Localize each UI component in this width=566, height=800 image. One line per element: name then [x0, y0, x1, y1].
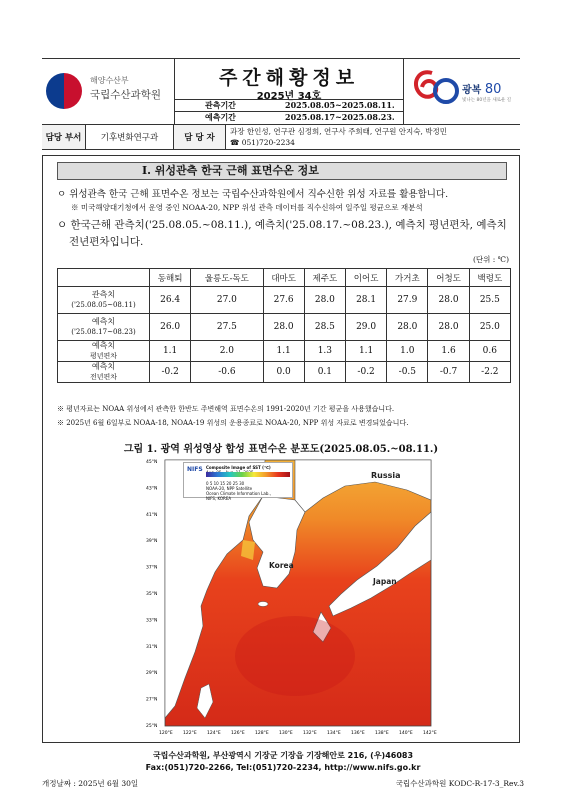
table-cell: 28.0	[263, 314, 304, 341]
row-label-main: 관측치	[91, 290, 116, 299]
table-header-row	[58, 269, 511, 287]
longitude-labels	[159, 730, 437, 736]
table-cell: 2.0	[191, 341, 263, 362]
table-cell: 25.5	[469, 287, 510, 314]
person-label: 담 당 자	[174, 125, 226, 149]
table-row	[58, 362, 511, 383]
table-cell: 1.1	[345, 341, 386, 362]
table-cell: 1.6	[428, 341, 469, 362]
lon-tick-label: 138°E	[375, 731, 389, 736]
footer-line-2: Fax:(051)720-2266, Tel:(051)720-2234, http://www.nifs.go.kr	[145, 763, 421, 772]
liberation-80-logo	[410, 67, 520, 117]
figure-caption: 그림 1. 광역 위성영상 합성 표면수온 분포도(2025.08.05.~08.11.)	[123, 444, 439, 455]
main-content	[42, 155, 520, 743]
sst-map-svg	[145, 456, 435, 738]
table-cell: -2.2	[469, 362, 510, 383]
liberation-text: 광복 80	[462, 82, 502, 97]
row-label	[58, 341, 150, 362]
table-cell: 1.1	[150, 341, 191, 362]
unit-label: (단위 : ℃)	[472, 255, 509, 264]
table-cell: 25.0	[469, 314, 510, 341]
liberation-slogan: 빛나는 80년을 새로운 길	[462, 98, 512, 103]
department-row	[42, 124, 520, 150]
legend-title: Composite Image of SST (℃)	[206, 465, 271, 470]
legend-line-3: NOAA-20, NPP Satellite	[206, 486, 253, 491]
table-row	[58, 341, 511, 362]
legend-line-5: NIFS, KOREA	[206, 496, 232, 501]
note-1: ※ 미국해양대기청에서 운영 중인 NOAA-20, NPP 위성 관측 데이터를 직수신하여 일주일 평균으로 재분석	[71, 203, 423, 212]
table-cell: 26.0	[150, 314, 191, 341]
lat-tick-label: 41°N	[146, 512, 158, 518]
table-cell: 1.0	[387, 341, 428, 362]
table-row	[58, 287, 511, 314]
table-cell: 0.0	[263, 362, 304, 383]
column-header: 이어도	[345, 269, 386, 287]
table-row	[58, 314, 511, 341]
table-cell: 27.6	[263, 287, 304, 314]
lat-tick-label: 45°N	[146, 460, 158, 465]
row-label-main: 예측치	[91, 341, 116, 350]
table-corner	[58, 269, 150, 287]
table-cell: 28.0	[304, 287, 345, 314]
table-cell: 26.4	[150, 287, 191, 314]
bullet-2	[57, 217, 507, 251]
table-cell: -0.6	[191, 362, 263, 383]
table-cell: 28.1	[345, 287, 386, 314]
legend-scale: 0 5 10 15 20 25 30	[206, 481, 245, 486]
obs-period-label: 관측기간	[205, 100, 236, 110]
fcst-period-row	[175, 111, 403, 123]
column-header: 가거초	[387, 269, 428, 287]
title-box	[174, 59, 404, 125]
person-value	[230, 126, 447, 150]
liberation-80-mark-icon	[410, 67, 460, 111]
bullet-2-line-1: ㅇ 한국근해 관측치('25.08.05.~08.11.), 예측치('25.08.17.~08.23.), 예측치 평년편차, 예측치	[57, 219, 507, 231]
table-cell: 27.5	[191, 314, 263, 341]
lon-tick-label: 122°E	[183, 731, 197, 736]
lon-tick-label: 132°E	[303, 731, 317, 736]
report-header	[42, 58, 520, 124]
dept-value: 기후변화연구과	[86, 125, 174, 149]
place-korea: Korea	[269, 561, 294, 570]
table-cell: -0.2	[345, 362, 386, 383]
row-label	[58, 287, 150, 314]
row-label-sub: ('25.08.17~08.23)	[71, 328, 136, 336]
table-cell: 29.0	[345, 314, 386, 341]
table-cell: 28.0	[428, 314, 469, 341]
table-cell: 28.5	[304, 314, 345, 341]
column-header: 어청도	[428, 269, 469, 287]
bullet-1: ㅇ 위성관측 한국 근해 표면수온 정보는 국립수산과학원에서 직수신한 위성 자료를 활용합니다.	[57, 189, 449, 200]
column-header: 제주도	[304, 269, 345, 287]
report-title: 주간해황정보	[218, 67, 360, 89]
hot-water-patch	[235, 616, 355, 696]
place-russia: Russia	[371, 471, 401, 480]
lon-tick-label: 120°E	[159, 731, 173, 736]
table-cell: 1.1	[263, 341, 304, 362]
table-cell: 1.3	[304, 341, 345, 362]
issue-number: 2025년 34호	[256, 91, 322, 102]
footnote-2: ※ 2025년 6월 6일부로 NOAA-18, NOAA-19 위성의 운용종료로 NOAA-20, NPP 위성 자료로 변경되었습니다.	[57, 419, 409, 427]
lon-tick-label: 128°E	[255, 731, 269, 736]
obs-period-row	[175, 99, 403, 111]
lon-tick-label: 140°E	[399, 731, 413, 736]
row-label	[58, 314, 150, 341]
lat-tick-label: 37°N	[146, 565, 158, 571]
place-japan: Japan	[373, 577, 397, 586]
lat-tick-label: 39°N	[146, 539, 158, 545]
person-phone: ☎ 051)720-2234	[230, 138, 295, 147]
dept-label: 담당 부서	[42, 125, 86, 149]
table-cell: 28.0	[428, 287, 469, 314]
org-logo	[46, 71, 176, 119]
row-label-main: 예측치	[91, 317, 116, 326]
nifs-logo: NIFS	[187, 466, 203, 473]
land-jeju	[258, 602, 268, 607]
bullet-2-line-2: 전년편차입니다.	[69, 236, 144, 248]
legend-colorbar	[206, 472, 290, 477]
footnote-1: ※ 평년자료는 NOAA 위성에서 관측한 한반도 주변해역 표면수온의 1991-2020년 기간 평균을 사용했습니다.	[57, 405, 395, 413]
row-label-main: 예측치	[91, 362, 116, 371]
table-cell: -0.5	[387, 362, 428, 383]
table-cell: -0.2	[150, 362, 191, 383]
sst-map	[145, 456, 435, 738]
lat-tick-label: 27°N	[146, 697, 158, 703]
table-cell: 27.9	[387, 287, 428, 314]
lon-tick-label: 136°E	[351, 731, 365, 736]
lat-tick-label: 31°N	[146, 644, 158, 650]
lon-tick-label: 130°E	[279, 731, 293, 736]
column-header: 울릉도-독도	[191, 269, 263, 287]
column-header: 대마도	[263, 269, 304, 287]
legend-line-4: Ocean Climate Information Lab.,	[206, 491, 271, 496]
table-cell: 0.6	[469, 341, 510, 362]
revision-date: 개정날짜 : 2025년 6월 30일	[42, 779, 139, 788]
lon-tick-label: 124°E	[207, 731, 221, 736]
lat-tick-label: 25°N	[146, 724, 158, 729]
fcst-period-value: 2025.08.17~2025.08.23.	[285, 112, 395, 122]
lat-tick-label: 29°N	[146, 671, 158, 677]
taegeuk-emblem-icon	[46, 73, 82, 109]
org-main-name: 국립수산과학원	[90, 89, 162, 101]
column-header: 동해퇴	[150, 269, 191, 287]
fcst-period-label: 예측기간	[205, 112, 236, 122]
row-label-sub: 평년편차	[89, 352, 118, 360]
row-label	[58, 362, 150, 383]
lon-tick-label: 126°E	[231, 731, 245, 736]
document-code: 국립수산과학원 KODC-R-17-3_Rev.3	[395, 779, 524, 788]
table-cell: -0.7	[428, 362, 469, 383]
latitude-labels	[146, 459, 157, 729]
sst-table	[57, 268, 511, 383]
person-names: 과장 한인성, 연구관 심정희, 연구사 주희태, 연구원 안지숙, 박정민	[230, 127, 447, 136]
column-header: 백령도	[469, 269, 510, 287]
org-sub-name: 해양수산부	[90, 76, 129, 85]
lat-tick-label: 35°N	[146, 592, 158, 597]
table-cell: 0.1	[304, 362, 345, 383]
row-label-sub: ('25.08.05~08.11)	[71, 301, 136, 309]
obs-period-value: 2025.08.05~2025.08.11.	[285, 100, 395, 110]
lon-tick-label: 134°E	[327, 731, 341, 736]
table-cell: 28.0	[387, 314, 428, 341]
footer-address	[0, 750, 566, 774]
footer-line-1: 국립수산과학원, 부산광역시 기장군 기장읍 기장해안로 216, (우)46083	[152, 751, 414, 760]
row-label-sub: 전년편차	[89, 373, 118, 381]
lat-tick-label: 43°N	[146, 486, 158, 492]
sst-legend	[183, 462, 293, 501]
section-title: I. 위성관측 한국 근해 표면수온 정보	[57, 162, 507, 180]
lon-tick-label: 142°E	[423, 731, 437, 736]
table-cell: 27.0	[191, 287, 263, 314]
lat-tick-label: 33°N	[146, 618, 158, 624]
